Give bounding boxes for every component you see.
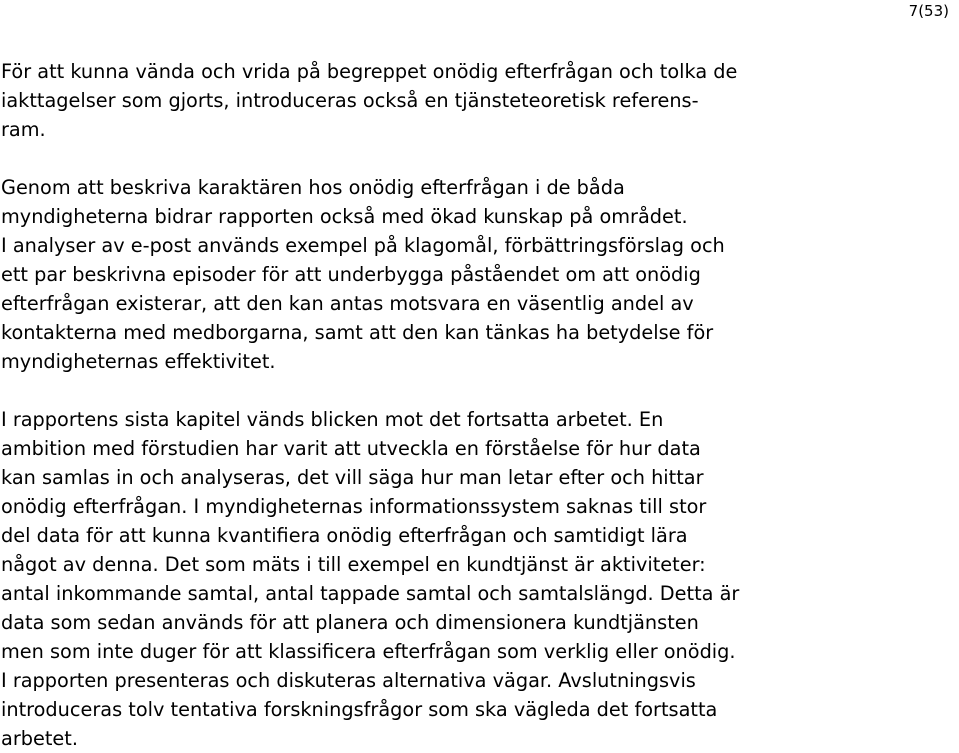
text-line: Genom att beskriva karaktären hos onödig efterfrågan i de båda <box>1 176 625 199</box>
text-line: kan samlas in och analyseras, det vill säga hur man letar efter och hittar <box>1 466 704 489</box>
text-line: introduceras tolv tentativa forskningsfrågor som ska vägleda det fortsatta <box>1 698 718 721</box>
text-line: myndigheternas effektivitet. <box>1 350 276 373</box>
text-line: I rapportens sista kapitel vänds blicken mot det fortsatta arbetet. En <box>1 408 664 431</box>
text-line: iakttagelser som gjorts, introduceras också en tjänsteteoretisk referens- <box>1 89 699 112</box>
document-body <box>1 57 953 753</box>
paragraph-analysis <box>1 173 953 376</box>
paragraph-final-chapter <box>1 405 953 753</box>
text-line: ambition med förstudien har varit att utveckla en förståelse för hur data <box>1 437 701 460</box>
page-number: 7(53) <box>908 2 949 20</box>
text-line: data som sedan används för att planera och dimensionera kundtjänsten <box>1 611 699 634</box>
text-line: arbetet. <box>1 727 78 750</box>
text-line: men som inte duger för att klassificera efterfrågan som verklig eller onödig. <box>1 640 736 663</box>
text-line: kontakterna med medborgarna, samt att den kan tänkas ha betydelse för <box>1 321 714 344</box>
text-line: ram. <box>1 118 46 141</box>
text-line: ett par beskrivna episoder för att underbygga påståendet om att onödig <box>1 263 701 286</box>
text-line: I rapporten presenteras och diskuteras alternativa vägar. Avslutningsvis <box>1 669 696 692</box>
paragraph-intro <box>1 57 953 144</box>
text-line: onödig efterfrågan. I myndigheternas informationssystem saknas till stor <box>1 495 707 518</box>
text-line: del data för att kunna kvantifiera onödig efterfrågan och samtidigt lära <box>1 524 688 547</box>
text-line: något av denna. Det som mäts i till exempel en kundtjänst är aktiviteter: <box>1 553 706 576</box>
text-line: efterfrågan existerar, att den kan antas motsvara en väsentlig andel av <box>1 292 694 315</box>
text-line: För att kunna vända och vrida på begreppet onödig efterfrågan och tolka de <box>1 60 738 83</box>
text-line: I analyser av e-post används exempel på klagomål, förbättringsförslag och <box>1 234 725 257</box>
text-line: antal inkommande samtal, antal tappade samtal och samtalslängd. Detta är <box>1 582 740 605</box>
text-line: myndigheterna bidrar rapporten också med ökad kunskap på området. <box>1 205 688 228</box>
